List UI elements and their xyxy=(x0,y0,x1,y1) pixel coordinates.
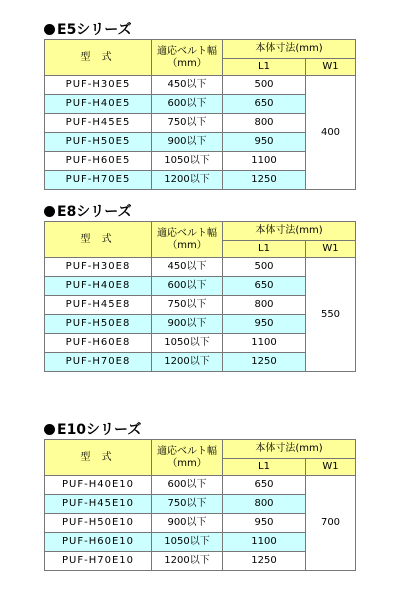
header-model: 型 式 xyxy=(45,440,152,476)
header-belt-width-line1: 適応ベルト幅 xyxy=(157,445,217,457)
cell-model: PUF-H40E10 xyxy=(45,476,152,495)
cell-w1: 700 xyxy=(306,476,356,571)
series-title xyxy=(44,422,355,438)
bullet-icon xyxy=(44,24,55,35)
header-belt-width xyxy=(152,40,223,76)
cell-model: PUF-H70E8 xyxy=(45,353,152,372)
cell-belt: 1200以下 xyxy=(152,171,223,190)
cell-belt: 600以下 xyxy=(152,277,223,296)
cell-model: PUF-H30E5 xyxy=(45,76,152,95)
cell-model: PUF-H45E10 xyxy=(45,495,152,514)
bullet-icon xyxy=(44,424,55,435)
cell-model: PUF-H40E8 xyxy=(45,277,152,296)
cell-model: PUF-H70E5 xyxy=(45,171,152,190)
cell-model: PUF-H60E8 xyxy=(45,334,152,353)
header-belt-width-line2: （mm） xyxy=(167,457,207,469)
cell-belt: 450以下 xyxy=(152,258,223,277)
cell-l1: 1100 xyxy=(223,152,306,171)
cell-model: PUF-H40E5 xyxy=(45,95,152,114)
header-model: 型 式 xyxy=(45,222,152,258)
spec-table xyxy=(44,439,356,571)
header-body-dims: 本体寸法(mm) xyxy=(223,440,356,459)
bullet-icon xyxy=(44,206,55,217)
cell-l1: 1250 xyxy=(223,552,306,571)
cell-l1: 1250 xyxy=(223,353,306,372)
cell-w1: 400 xyxy=(306,76,356,190)
cell-belt: 750以下 xyxy=(152,114,223,133)
header-l1: L1 xyxy=(223,459,306,476)
series-e10 xyxy=(44,422,355,571)
header-body-dims: 本体寸法(mm) xyxy=(223,222,356,241)
header-l1: L1 xyxy=(223,59,306,76)
cell-model: PUF-H30E8 xyxy=(45,258,152,277)
header-belt-width xyxy=(152,440,223,476)
cell-l1: 500 xyxy=(223,258,306,277)
cell-belt: 600以下 xyxy=(152,95,223,114)
series-title-text: E8シリーズ xyxy=(57,204,132,220)
header-belt-width xyxy=(152,222,223,258)
cell-belt: 1200以下 xyxy=(152,552,223,571)
cell-l1: 500 xyxy=(223,76,306,95)
series-title xyxy=(44,22,355,38)
cell-l1: 800 xyxy=(223,495,306,514)
header-belt-width-line1: 適応ベルト幅 xyxy=(157,45,217,57)
cell-belt: 900以下 xyxy=(152,514,223,533)
cell-belt: 1050以下 xyxy=(152,533,223,552)
cell-belt: 1050以下 xyxy=(152,152,223,171)
cell-l1: 800 xyxy=(223,114,306,133)
cell-l1: 800 xyxy=(223,296,306,315)
header-model: 型 式 xyxy=(45,40,152,76)
header-l1: L1 xyxy=(223,241,306,258)
cell-l1: 650 xyxy=(223,277,306,296)
cell-belt: 750以下 xyxy=(152,296,223,315)
cell-belt: 1050以下 xyxy=(152,334,223,353)
cell-model: PUF-H45E5 xyxy=(45,114,152,133)
series-e5 xyxy=(44,22,355,190)
series-title xyxy=(44,204,355,220)
cell-model: PUF-H60E10 xyxy=(45,533,152,552)
cell-l1: 1250 xyxy=(223,171,306,190)
cell-belt: 900以下 xyxy=(152,133,223,152)
cell-l1: 950 xyxy=(223,315,306,334)
cell-belt: 750以下 xyxy=(152,495,223,514)
cell-belt: 600以下 xyxy=(152,476,223,495)
cell-belt: 1200以下 xyxy=(152,353,223,372)
table-header-row xyxy=(45,440,356,459)
cell-model: PUF-H50E10 xyxy=(45,514,152,533)
header-belt-width-line2: （mm） xyxy=(167,57,207,69)
cell-model: PUF-H60E5 xyxy=(45,152,152,171)
series-title-text: E5シリーズ xyxy=(57,22,132,38)
series-e8 xyxy=(44,204,355,372)
cell-l1: 950 xyxy=(223,514,306,533)
cell-belt: 450以下 xyxy=(152,76,223,95)
header-w1: W1 xyxy=(306,459,356,476)
table-header-row xyxy=(45,222,356,241)
table-header-row xyxy=(45,40,356,59)
cell-l1: 1100 xyxy=(223,533,306,552)
header-w1: W1 xyxy=(306,59,356,76)
header-belt-width-line1: 適応ベルト幅 xyxy=(157,227,217,239)
cell-model: PUF-H50E8 xyxy=(45,315,152,334)
cell-w1: 550 xyxy=(306,258,356,372)
cell-l1: 950 xyxy=(223,133,306,152)
header-belt-width-line2: （mm） xyxy=(167,239,207,251)
cell-model: PUF-H45E8 xyxy=(45,296,152,315)
cell-model: PUF-H50E5 xyxy=(45,133,152,152)
cell-model: PUF-H70E10 xyxy=(45,552,152,571)
cell-l1: 650 xyxy=(223,95,306,114)
table-row xyxy=(45,76,356,95)
cell-l1: 650 xyxy=(223,476,306,495)
table-row xyxy=(45,476,356,495)
cell-l1: 1100 xyxy=(223,334,306,353)
series-title-text: E10シリーズ xyxy=(57,422,142,438)
cell-belt: 900以下 xyxy=(152,315,223,334)
spec-table xyxy=(44,39,356,190)
header-w1: W1 xyxy=(306,241,356,258)
table-row xyxy=(45,258,356,277)
spec-table xyxy=(44,221,356,372)
header-body-dims: 本体寸法(mm) xyxy=(223,40,356,59)
